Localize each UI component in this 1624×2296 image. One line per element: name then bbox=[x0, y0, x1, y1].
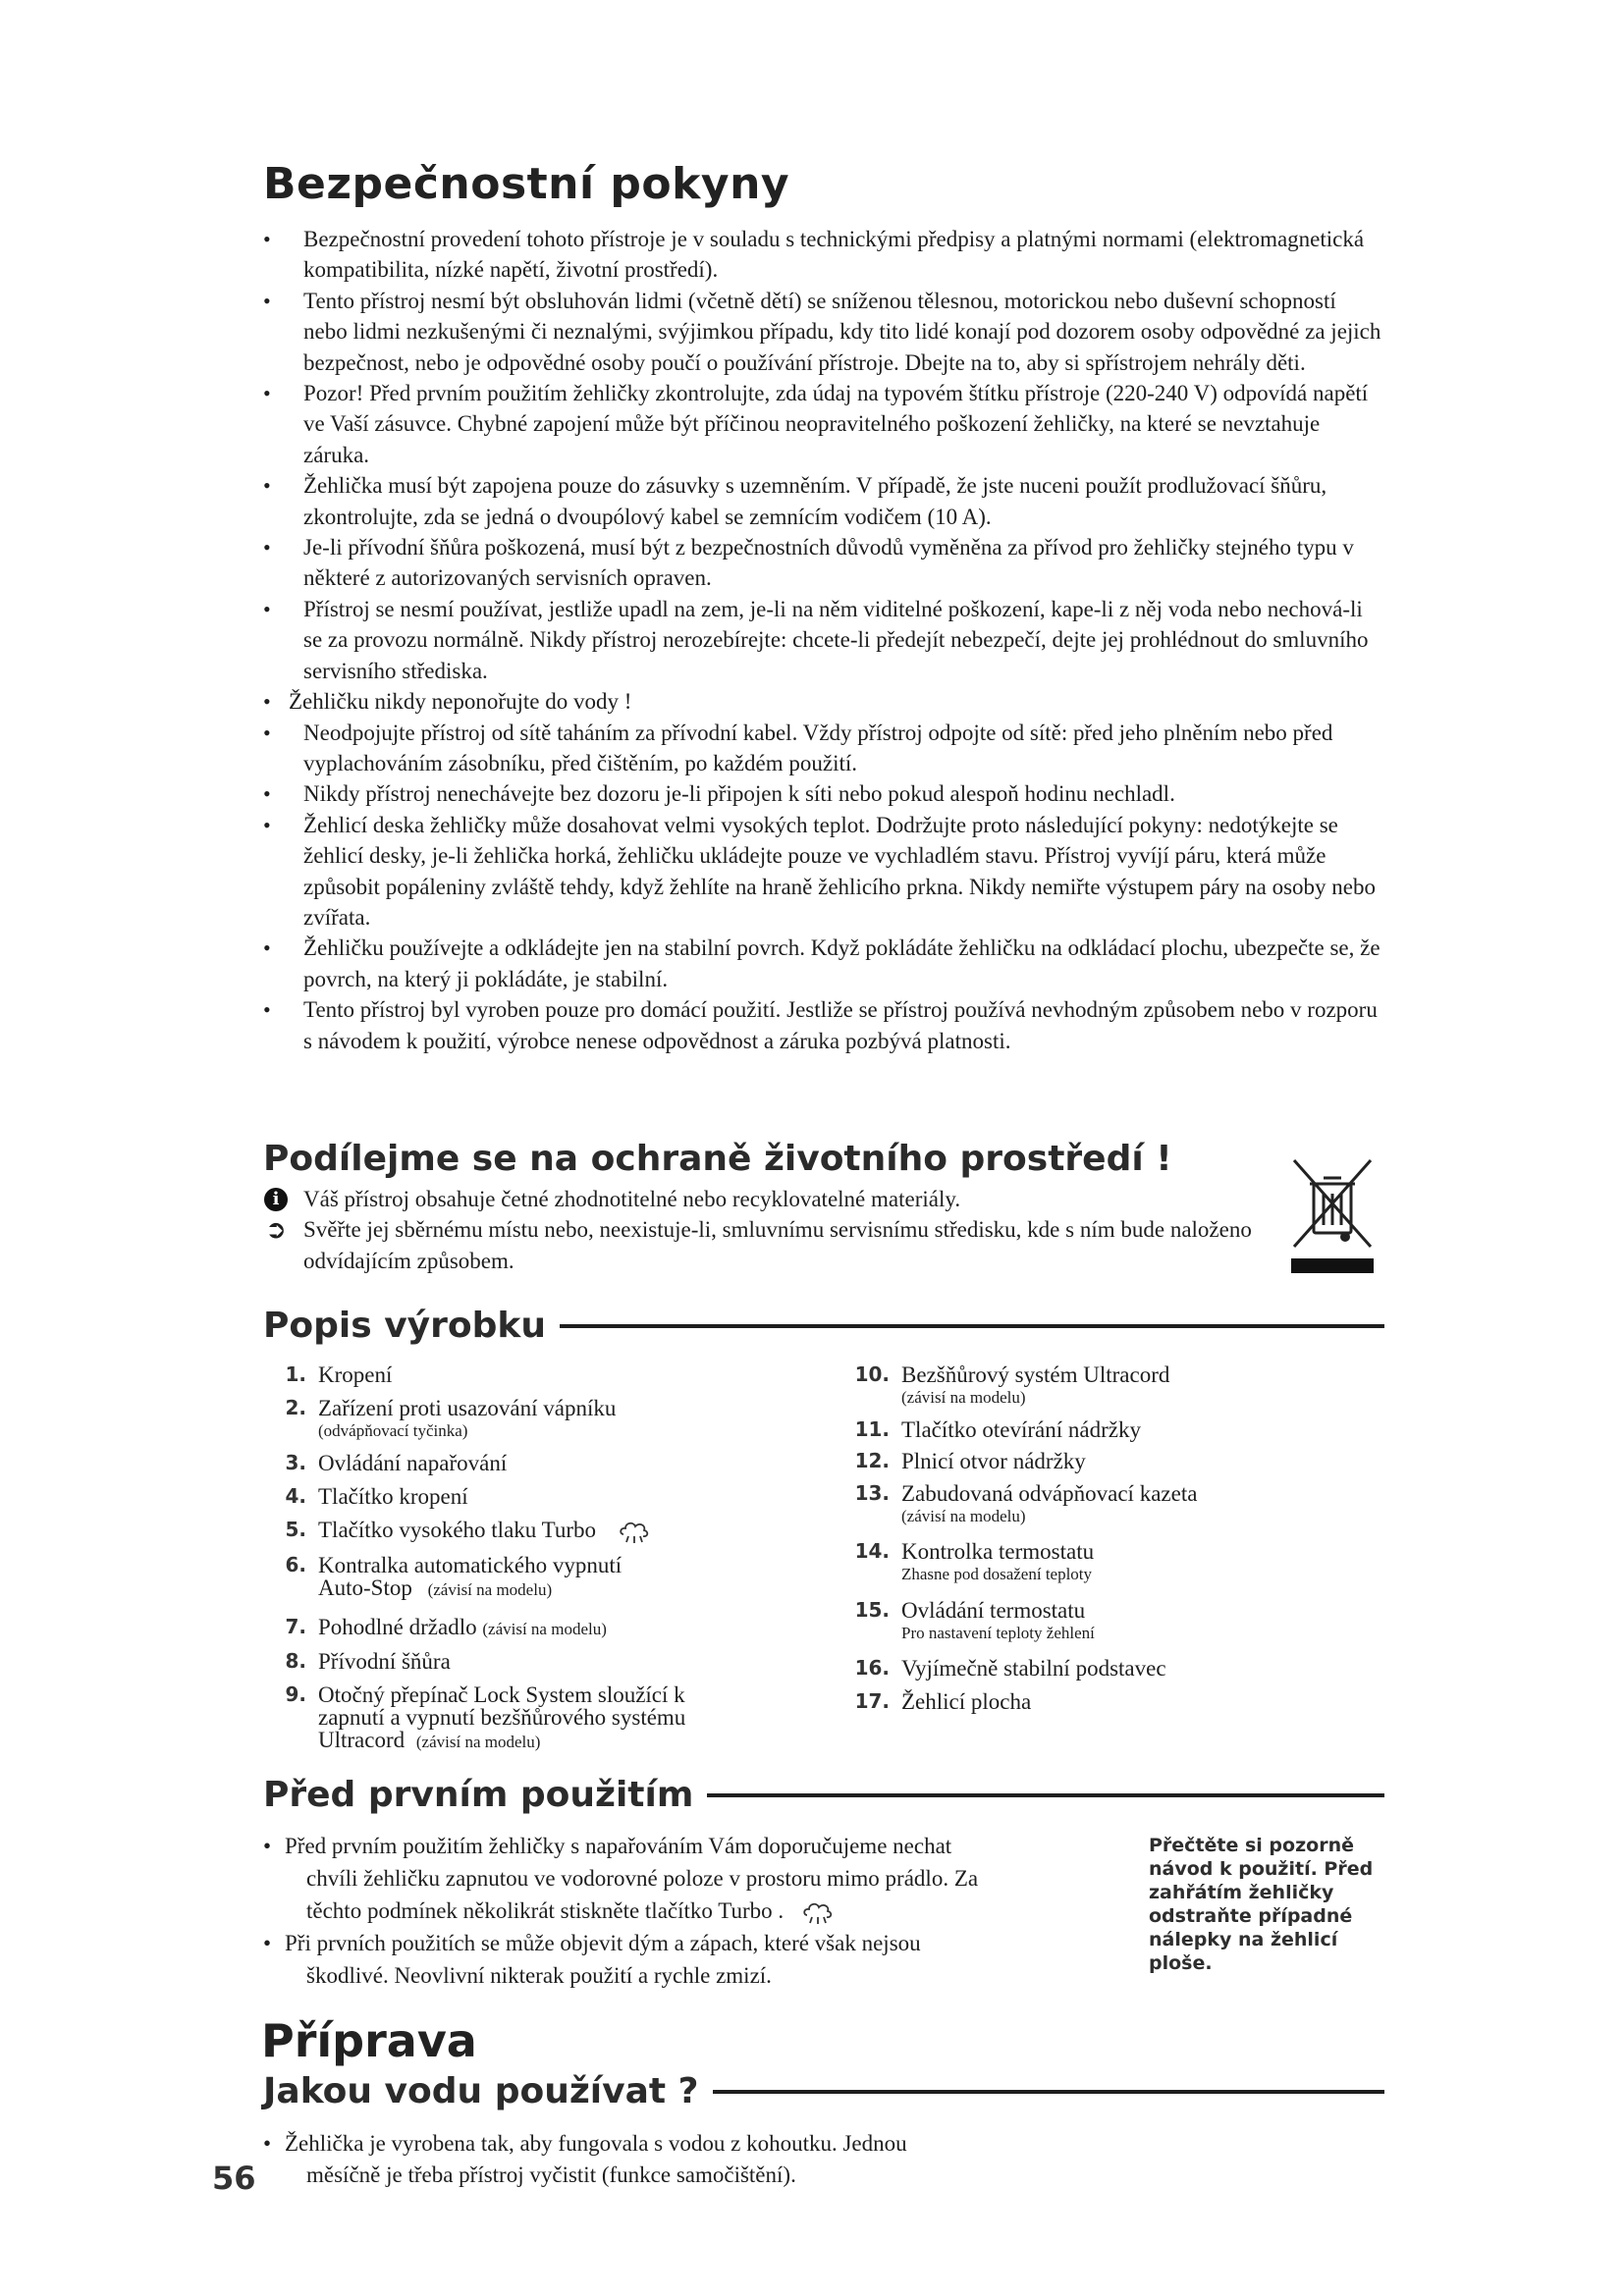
water-list bbox=[263, 2128, 1098, 2191]
page-title: Bezpečnostní pokyny bbox=[263, 159, 790, 209]
safety-item: • Tento přístroj byl vyroben pouze pro domácí použití. Jestliže se přístroj používá nevhodným způsobem nebo v rozporu s návodem k použití, výrobce nenese odpovědnost a záruka pozbývá platnosti. bbox=[263, 994, 1382, 1056]
safety-item: • Neodpojujte přístroj od sítě taháním za přívodní kabel. Vždy přístroj odpojte od sítě: před jeho plněním nebo před vyplachováním zásobníku, před čištěním, po každém použití. bbox=[263, 718, 1382, 779]
environment-text bbox=[263, 1184, 1274, 1276]
safety-list bbox=[263, 224, 1382, 1056]
environment-heading: Podílejme se na ochraně životního prostředí ! bbox=[263, 1139, 1172, 1179]
environment-line: Váš přístroj obsahuje četné zhodnotitelné nebo recyklovatelné materiály. bbox=[303, 1187, 961, 1211]
product-section-header bbox=[263, 1306, 1384, 1346]
first-use-list bbox=[263, 1830, 1088, 1992]
safety-item: • Žehlicí deska žehličky může dosahovat velmi vysokých teplot. Dodržujte proto následující pokyny: nedotýkejte se žehlicí desky, je-li žehlička horká, žehličku ukládejte pouze ve vychladlém stavu. Přístroj vyvíjí páru, která může způsobit popáleniny zvláště tehdy, když žehlíte na hraně žehlicího prkna. Nikdy nemiřte výstupem páry na osoby nebo zvířata. bbox=[263, 810, 1382, 934]
safety-item: • Je-li přívodní šňůra poškozená, musí být z bezpečnostních důvodů vyměněna za přívod pro žehličky stejného typu v některé z autorizovaných servisních opraven. bbox=[263, 532, 1382, 594]
arrow-right-icon: ➲ bbox=[265, 1215, 287, 1246]
info-icon: i bbox=[263, 1187, 289, 1212]
safety-item: • Nikdy přístroj nenechávejte bez dozoru je-li připojen k síti nebo pokud alespoň hodinu nechladl. bbox=[263, 778, 1382, 809]
list-item: • Žehlička je vyrobena tak, aby fungovala s vodou z kohoutku. Jednou měsíčně je třeba přístroj vyčistit (funkce samočištění). bbox=[263, 2128, 1098, 2191]
turbo-steam-icon bbox=[801, 1901, 835, 1925]
side-note: Přečtěte si pozorně návod k použití. Před zahřátím žehličky odstraňte případné nálepky na žehlicí ploše. bbox=[1149, 1835, 1374, 1974]
page-number: 56 bbox=[212, 2160, 256, 2197]
preparation-heading: Příprava bbox=[261, 2014, 477, 2067]
product-heading: Popis výrobku bbox=[263, 1306, 546, 1346]
safety-item: • Bezpečnostní provedení tohoto přístroje je v souladu s technickými předpisy a platnými normami (elektromagnetická kompatibilita, nízké napětí, životní prostředí). bbox=[263, 224, 1382, 286]
safety-item: • Pozor! Před prvním použitím žehličky zkontrolujte, zda údaj na typovém štítku přístroje (220-240 V) odpovídá napětí ve Vaší zásuvce. Chybné zapojení může být příčinou neopravitelného poškození žehličky, na které se nevztahuje záruka. bbox=[263, 378, 1382, 470]
list-item: • Při prvních použitích se může objevit dým a zápach, které však nejsou škodlivé. Neovlivní nikterak použití a rychle zmizí. bbox=[263, 1927, 1088, 1992]
safety-item: • Žehlička musí být zapojena pouze do zásuvky s uzemněním. V případě, že jste nuceni použít prodlužovací šňůru, zkontrolujte, zda se jedná o dvoupólový kabel se zemnícím vodičem (10 A). bbox=[263, 470, 1382, 532]
divider bbox=[713, 2090, 1385, 2094]
first-use-heading: Před prvním použitím bbox=[263, 1775, 694, 1815]
safety-item: • Žehličku používejte a odkládejte jen na stabilní povrch. Když pokládáte žehličku na odkládací plochu, ubezpečte se, že povrch, na který ji pokládáte, je stabilní. bbox=[263, 933, 1382, 994]
safety-item: • Přístroj se nesmí používat, jestliže upadl na zem, je-li na něm viditelné poškození, kape-li z něj voda nebo nechová-li se za provozu normálně. Nikdy přístroj nerozebírejte: chcete-li předejít nebezpečí, dejte jej prohlédnout do smluvního servisního střediska. bbox=[263, 594, 1382, 686]
list-item: • Před prvním použitím žehličky s napařováním Vám doporučujeme nechat chvíli žehličku zapnutou ve vodorovné poloze v prostoru mimo prádlo. Za těchto podmínek několikrát stiskněte tlačítko Turbo . bbox=[263, 1830, 1088, 1927]
environment-line: Svěřte jej sběrnému místu nebo, neexistuje-li, smluvnímu servisnímu středisku, kde s ním bude naloženo odvídajícím způsobem. bbox=[303, 1217, 1252, 1273]
parts-list-right: 10. Bezšňůrový systém Ultracord (závisí na modelu) 11. Tlačítko otevírání nádržky 12. Plnicí otvor nádržky 13. Zabudovaná odvápňovací kazeta (závisí na modelu) 14. Kontrolka termostatu Zhasne pod dosažení teploty 15. Ovládání termostatu Pro nastavení teploty žehlení 16. Vyjímečně stabilní podstavec 17. Žehlicí plocha bbox=[854, 1362, 1198, 1714]
divider bbox=[560, 1324, 1384, 1328]
safety-item: • Tento přístroj nesmí být obsluhován lidmi (včetně dětí) se sníženou tělesnou, motorickou nebo duševní schopností nebo lidmi nezkušenými či neznalými, svýjimkou případu, kdy tito lidé konají pod dozorem osoby odpovědné za jejich bezpečnost, nebo je odpovědné osoby poučí o používání přístroje. Dbejte na to, aby si spřístrojem nehrály děti. bbox=[263, 286, 1382, 378]
crossed-bin-icon bbox=[1288, 1154, 1377, 1277]
safety-item: • Žehličku nikdy neponořujte do vody ! bbox=[263, 686, 1382, 717]
divider bbox=[707, 1793, 1384, 1797]
water-section-header bbox=[263, 2071, 1384, 2111]
parts-list-left: 1. Kropení 2. Zařízení proti usazování vápníku (odvápňovací tyčinka) 3. Ovládání napařování 4. Tlačítko kropení 5. Tlačítko vysokého tlaku Turbo 6. Kontralka automatického vypnutí Auto-Stop (závisí na modelu) 7. Pohodlné držadlo (závisí na modelu) 8. Přívodní šňůra 9. Otočný přepínač Lock System sloužící k zapnutí a vypnutí bezšňůrového systému Ultracord (závisí na modelu) bbox=[285, 1362, 686, 1752]
water-heading: Jakou vodu používat ? bbox=[263, 2071, 699, 2111]
first-use-section-header bbox=[263, 1775, 1384, 1815]
turbo-steam-icon bbox=[618, 1521, 651, 1544]
